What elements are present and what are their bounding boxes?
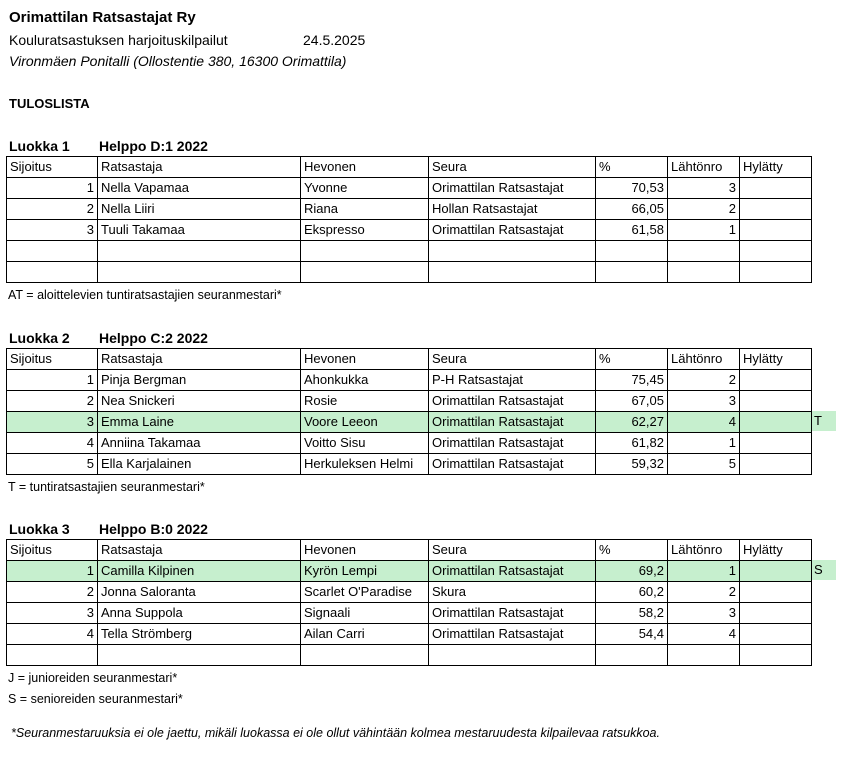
table-cell-dq	[740, 370, 812, 391]
table-cell-rider: Nella Liiri	[98, 199, 301, 220]
table-cell-start: 4	[668, 412, 740, 433]
table-row	[7, 199, 812, 220]
table-cell-start: 3	[668, 391, 740, 412]
table-cell-start	[668, 645, 740, 666]
table-cell-horse	[301, 241, 429, 262]
championship-mark: T	[811, 411, 836, 431]
table-cell-place: 3	[7, 603, 98, 624]
footnote: *Seuranmestaruuksia ei ole jaettu, mikäli luokassa ei ole ollut vähintään kolmea mestaruudesta kilpailevaa ratsukkoa.	[11, 726, 660, 740]
table-cell-horse	[301, 645, 429, 666]
table-cell-start: 3	[668, 603, 740, 624]
table-cell-horse: Ekspresso	[301, 220, 429, 241]
table-row	[7, 178, 812, 199]
table-cell-rider: Tella Strömberg	[98, 624, 301, 645]
table-cell-dq	[740, 262, 812, 283]
table-cell-place: 4	[7, 433, 98, 454]
table-cell-start: 2	[668, 370, 740, 391]
column-header: Lähtönro	[668, 349, 740, 370]
table-cell-pct	[596, 645, 668, 666]
column-header: Ratsastaja	[98, 540, 301, 561]
column-header: Hevonen	[301, 540, 429, 561]
table-header-row	[7, 157, 812, 178]
table-header-row	[7, 349, 812, 370]
table-cell-dq	[740, 645, 812, 666]
table-row	[7, 603, 812, 624]
table-cell-pct: 67,05	[596, 391, 668, 412]
table-cell-horse: Kyrön Lempi	[301, 561, 429, 582]
column-header: %	[596, 540, 668, 561]
table-cell-start: 4	[668, 624, 740, 645]
table-cell-pct: 69,2	[596, 561, 668, 582]
results-table	[6, 348, 812, 475]
table-cell-horse: Signaali	[301, 603, 429, 624]
table-cell-horse: Riana	[301, 199, 429, 220]
results-table	[6, 156, 812, 283]
table-cell-place: 1	[7, 561, 98, 582]
table-row	[7, 582, 812, 603]
table-cell-rider	[98, 645, 301, 666]
table-row	[7, 220, 812, 241]
class-label: Luokka 1	[9, 138, 70, 154]
table-cell-rider: Anniina Takamaa	[98, 433, 301, 454]
table-cell-club: Orimattilan Ratsastajat	[429, 624, 596, 645]
table-cell-dq	[740, 582, 812, 603]
table-cell-horse	[301, 262, 429, 283]
table-cell-rider: Ella Karjalainen	[98, 454, 301, 475]
table-cell-club: Orimattilan Ratsastajat	[429, 603, 596, 624]
class-note: AT = aloittelevien tuntiratsastajien seuranmestari*	[8, 288, 282, 302]
table-cell-club	[429, 262, 596, 283]
table-cell-horse: Voore Leeon	[301, 412, 429, 433]
table-cell-place: 4	[7, 624, 98, 645]
table-cell-pct: 60,2	[596, 582, 668, 603]
table-cell-start: 2	[668, 199, 740, 220]
table-cell-place: 2	[7, 582, 98, 603]
column-header: %	[596, 157, 668, 178]
class-note: J = junioreiden seuranmestari*	[8, 671, 178, 685]
column-header: Lähtönro	[668, 157, 740, 178]
column-header: Hylätty	[740, 157, 812, 178]
table-cell-place: 5	[7, 454, 98, 475]
class-name: Helppo B:0 2022	[99, 521, 208, 537]
table-cell-dq	[740, 241, 812, 262]
column-header: Hylätty	[740, 540, 812, 561]
table-cell-start: 2	[668, 582, 740, 603]
table-cell-pct: 59,32	[596, 454, 668, 475]
championship-mark: S	[811, 560, 836, 580]
table-cell-pct: 66,05	[596, 199, 668, 220]
table-cell-pct: 54,4	[596, 624, 668, 645]
table-cell-pct: 61,58	[596, 220, 668, 241]
table-cell-horse: Yvonne	[301, 178, 429, 199]
table-cell-club: P-H Ratsastajat	[429, 370, 596, 391]
class-label: Luokka 3	[9, 521, 70, 537]
table-cell-pct: 62,27	[596, 412, 668, 433]
table-cell-club	[429, 645, 596, 666]
event-date: 24.5.2025	[303, 32, 366, 48]
table-cell-dq	[740, 561, 812, 582]
table-cell-pct	[596, 262, 668, 283]
results-table	[6, 539, 812, 666]
table-cell-club: Skura	[429, 582, 596, 603]
table-cell-club: Orimattilan Ratsastajat	[429, 178, 596, 199]
column-header: Ratsastaja	[98, 349, 301, 370]
table-cell-start	[668, 241, 740, 262]
table-cell-horse: Voitto Sisu	[301, 433, 429, 454]
table-cell-rider	[98, 262, 301, 283]
table-row	[7, 645, 812, 666]
class-name: Helppo C:2 2022	[99, 330, 208, 346]
table-cell-club: Orimattilan Ratsastajat	[429, 561, 596, 582]
table-cell-rider: Nea Snickeri	[98, 391, 301, 412]
table-cell-place: 3	[7, 412, 98, 433]
table-cell-rider: Nella Vapamaa	[98, 178, 301, 199]
table-cell-rider: Emma Laine	[98, 412, 301, 433]
column-header: Sijoitus	[7, 540, 98, 561]
table-cell-club: Orimattilan Ratsastajat	[429, 412, 596, 433]
table-cell-pct: 61,82	[596, 433, 668, 454]
table-cell-rider: Tuuli Takamaa	[98, 220, 301, 241]
table-cell-club: Orimattilan Ratsastajat	[429, 220, 596, 241]
table-cell-club: Orimattilan Ratsastajat	[429, 433, 596, 454]
table-cell-place	[7, 241, 98, 262]
table-cell-pct: 58,2	[596, 603, 668, 624]
column-header: %	[596, 349, 668, 370]
class-label: Luokka 2	[9, 330, 70, 346]
table-cell-rider: Camilla Kilpinen	[98, 561, 301, 582]
table-cell-pct: 70,53	[596, 178, 668, 199]
table-cell-place: 2	[7, 199, 98, 220]
class-note: S = senioreiden seuranmestari*	[8, 692, 183, 706]
column-header: Hevonen	[301, 349, 429, 370]
table-cell-start: 5	[668, 454, 740, 475]
table-cell-place	[7, 262, 98, 283]
table-cell-rider: Anna Suppola	[98, 603, 301, 624]
table-cell-rider: Jonna Saloranta	[98, 582, 301, 603]
table-cell-club: Hollan Ratsastajat	[429, 199, 596, 220]
table-row	[7, 454, 812, 475]
table-row	[7, 561, 812, 582]
table-cell-dq	[740, 412, 812, 433]
table-cell-horse: Herkuleksen Helmi	[301, 454, 429, 475]
table-cell-place: 1	[7, 178, 98, 199]
table-cell-start: 1	[668, 220, 740, 241]
table-cell-dq	[740, 178, 812, 199]
table-cell-dq	[740, 220, 812, 241]
column-header: Hevonen	[301, 157, 429, 178]
table-row	[7, 262, 812, 283]
column-header: Seura	[429, 540, 596, 561]
table-cell-club: Orimattilan Ratsastajat	[429, 454, 596, 475]
table-cell-rider	[98, 241, 301, 262]
table-cell-dq	[740, 454, 812, 475]
table-row	[7, 624, 812, 645]
table-cell-start: 3	[668, 178, 740, 199]
venue: Vironmäen Ponitalli (Ollostentie 380, 16300 Orimattila)	[9, 53, 347, 69]
table-row	[7, 370, 812, 391]
table-row	[7, 412, 812, 433]
table-cell-start: 1	[668, 433, 740, 454]
event-name: Kouluratsastuksen harjoituskilpailut	[9, 32, 228, 48]
table-row	[7, 391, 812, 412]
table-cell-rider: Pinja Bergman	[98, 370, 301, 391]
table-cell-dq	[740, 199, 812, 220]
organization-name: Orimattilan Ratsastajat Ry	[9, 9, 196, 26]
table-header-row	[7, 540, 812, 561]
table-cell-place: 3	[7, 220, 98, 241]
table-cell-dq	[740, 603, 812, 624]
class-note: T = tuntiratsastajien seuranmestari*	[8, 480, 205, 494]
table-cell-start	[668, 262, 740, 283]
table-cell-club	[429, 241, 596, 262]
table-cell-horse: Rosie	[301, 391, 429, 412]
table-cell-start: 1	[668, 561, 740, 582]
column-header: Seura	[429, 349, 596, 370]
column-header: Sijoitus	[7, 349, 98, 370]
table-cell-dq	[740, 624, 812, 645]
table-cell-pct	[596, 241, 668, 262]
table-row	[7, 433, 812, 454]
column-header: Lähtönro	[668, 540, 740, 561]
column-header: Sijoitus	[7, 157, 98, 178]
table-cell-dq	[740, 391, 812, 412]
table-cell-dq	[740, 433, 812, 454]
column-header: Hylätty	[740, 349, 812, 370]
column-header: Seura	[429, 157, 596, 178]
table-cell-club: Orimattilan Ratsastajat	[429, 391, 596, 412]
table-cell-place	[7, 645, 98, 666]
table-cell-place: 1	[7, 370, 98, 391]
results-list-title: TULOSLISTA	[9, 96, 90, 111]
table-cell-pct: 75,45	[596, 370, 668, 391]
class-name: Helppo D:1 2022	[99, 138, 208, 154]
table-cell-horse: Ailan Carri	[301, 624, 429, 645]
column-header: Ratsastaja	[98, 157, 301, 178]
table-cell-place: 2	[7, 391, 98, 412]
table-cell-horse: Scarlet O'Paradise	[301, 582, 429, 603]
table-cell-horse: Ahonkukka	[301, 370, 429, 391]
table-row	[7, 241, 812, 262]
